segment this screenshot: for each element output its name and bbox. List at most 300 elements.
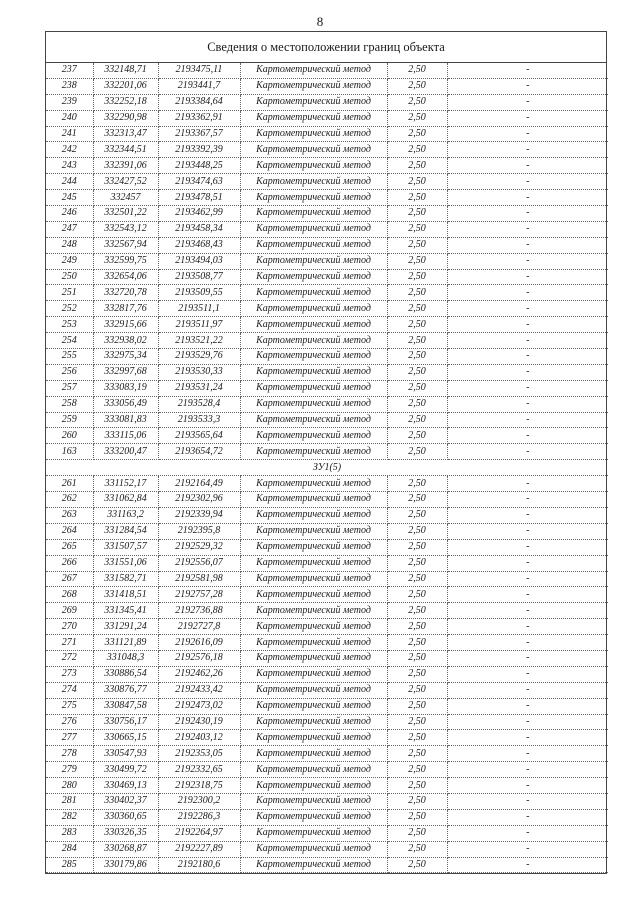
description-cell: - xyxy=(447,778,608,794)
table-title: Сведения о местоположении границ объекта xyxy=(46,32,606,63)
accuracy-cell: 2,50 xyxy=(387,206,447,222)
accuracy-cell: 2,50 xyxy=(387,778,447,794)
method-cell: Картометрический метод xyxy=(240,619,387,635)
method-cell: Картометрический метод xyxy=(240,269,387,285)
x-coordinate-cell: 331062,84 xyxy=(93,492,158,508)
table-row xyxy=(46,333,608,349)
description-cell: - xyxy=(447,221,608,237)
table-row xyxy=(46,349,608,365)
table-row xyxy=(46,94,608,110)
method-cell: Картометрический метод xyxy=(240,237,387,253)
description-cell: - xyxy=(447,476,608,492)
y-coordinate-cell: 2192576,18 xyxy=(158,650,240,666)
method-cell: Картометрический метод xyxy=(240,587,387,603)
x-coordinate-cell: 332391,06 xyxy=(93,158,158,174)
description-cell: - xyxy=(447,793,608,809)
x-coordinate-cell: 332599,75 xyxy=(93,253,158,269)
point-number-cell: 247 xyxy=(46,221,93,237)
point-number-cell: 246 xyxy=(46,206,93,222)
description-cell: - xyxy=(447,603,608,619)
method-cell: Картометрический метод xyxy=(240,492,387,508)
point-number-cell: 254 xyxy=(46,333,93,349)
accuracy-cell: 2,50 xyxy=(387,396,447,412)
description-cell: - xyxy=(447,523,608,539)
table-row xyxy=(46,809,608,825)
table-body-part-1 xyxy=(46,63,608,460)
accuracy-cell: 2,50 xyxy=(387,841,447,857)
description-cell: - xyxy=(447,539,608,555)
x-coordinate-cell: 332501,22 xyxy=(93,206,158,222)
table-row xyxy=(46,698,608,714)
y-coordinate-cell: 2192300,2 xyxy=(158,793,240,809)
table-row xyxy=(46,444,608,460)
x-coordinate-cell: 332997,68 xyxy=(93,364,158,380)
point-number-cell: 265 xyxy=(46,539,93,555)
table-row xyxy=(46,285,608,301)
point-number-cell: 278 xyxy=(46,746,93,762)
point-number-cell: 281 xyxy=(46,793,93,809)
x-coordinate-cell: 331152,17 xyxy=(93,476,158,492)
x-coordinate-cell: 330665,15 xyxy=(93,730,158,746)
y-coordinate-cell: 2192473,02 xyxy=(158,698,240,714)
y-coordinate-cell: 2192736,88 xyxy=(158,603,240,619)
table-row xyxy=(46,793,608,809)
y-coordinate-cell: 2192227,89 xyxy=(158,841,240,857)
table-row xyxy=(46,142,608,158)
point-number-cell: 239 xyxy=(46,94,93,110)
x-coordinate-cell: 332457 xyxy=(93,190,158,206)
method-cell: Картометрический метод xyxy=(240,603,387,619)
y-coordinate-cell: 2192395,8 xyxy=(158,523,240,539)
description-cell: - xyxy=(447,825,608,841)
method-cell: Картометрический метод xyxy=(240,396,387,412)
point-number-cell: 280 xyxy=(46,778,93,794)
y-coordinate-cell: 2193362,91 xyxy=(158,110,240,126)
table-row xyxy=(46,539,608,555)
y-coordinate-cell: 2192430,19 xyxy=(158,714,240,730)
description-cell: - xyxy=(447,635,608,651)
point-number-cell: 266 xyxy=(46,555,93,571)
description-cell: - xyxy=(447,730,608,746)
method-cell: Картометрический метод xyxy=(240,285,387,301)
method-cell: Картометрический метод xyxy=(240,555,387,571)
y-coordinate-cell: 2193521,22 xyxy=(158,333,240,349)
description-cell: - xyxy=(447,762,608,778)
x-coordinate-cell: 332427,52 xyxy=(93,174,158,190)
method-cell: Картометрический метод xyxy=(240,730,387,746)
point-number-cell: 245 xyxy=(46,190,93,206)
description-cell: - xyxy=(447,301,608,317)
table-row xyxy=(46,364,608,380)
table-row xyxy=(46,778,608,794)
table-row xyxy=(46,650,608,666)
x-coordinate-cell: 332543,12 xyxy=(93,221,158,237)
table-row xyxy=(46,317,608,333)
y-coordinate-cell: 2193494,03 xyxy=(158,253,240,269)
y-coordinate-cell: 2193530,33 xyxy=(158,364,240,380)
table-row xyxy=(46,492,608,508)
description-cell: - xyxy=(447,571,608,587)
method-cell: Картометрический метод xyxy=(240,635,387,651)
table-row xyxy=(46,253,608,269)
table-row xyxy=(46,619,608,635)
accuracy-cell: 2,50 xyxy=(387,63,447,78)
accuracy-cell: 2,50 xyxy=(387,476,447,492)
method-cell: Картометрический метод xyxy=(240,444,387,460)
y-coordinate-cell: 2193474,63 xyxy=(158,174,240,190)
table-row xyxy=(46,126,608,142)
accuracy-cell: 2,50 xyxy=(387,730,447,746)
x-coordinate-cell: 332148,71 xyxy=(93,63,158,78)
y-coordinate-cell: 2192529,32 xyxy=(158,539,240,555)
x-coordinate-cell: 332975,34 xyxy=(93,349,158,365)
description-cell: - xyxy=(447,444,608,460)
description-cell: - xyxy=(447,333,608,349)
accuracy-cell: 2,50 xyxy=(387,682,447,698)
point-number-cell: 271 xyxy=(46,635,93,651)
x-coordinate-cell: 333083,19 xyxy=(93,380,158,396)
point-number-cell: 256 xyxy=(46,364,93,380)
method-cell: Картометрический метод xyxy=(240,190,387,206)
table-row xyxy=(46,190,608,206)
y-coordinate-cell: 2192339,94 xyxy=(158,507,240,523)
method-cell: Картометрический метод xyxy=(240,476,387,492)
accuracy-cell: 2,50 xyxy=(387,221,447,237)
method-cell: Картометрический метод xyxy=(240,666,387,682)
description-cell: - xyxy=(447,396,608,412)
description-cell: - xyxy=(447,63,608,78)
accuracy-cell: 2,50 xyxy=(387,126,447,142)
table-row xyxy=(46,714,608,730)
accuracy-cell: 2,50 xyxy=(387,142,447,158)
table-row xyxy=(46,269,608,285)
point-number-cell: 273 xyxy=(46,666,93,682)
method-cell: Картометрический метод xyxy=(240,539,387,555)
x-coordinate-cell: 331582,71 xyxy=(93,571,158,587)
x-coordinate-cell: 332915,66 xyxy=(93,317,158,333)
method-cell: Картометрический метод xyxy=(240,698,387,714)
x-coordinate-cell: 332654,06 xyxy=(93,269,158,285)
method-cell: Картометрический метод xyxy=(240,825,387,841)
accuracy-cell: 2,50 xyxy=(387,507,447,523)
point-number-cell: 248 xyxy=(46,237,93,253)
x-coordinate-cell: 332313,47 xyxy=(93,126,158,142)
x-coordinate-cell: 330360,65 xyxy=(93,809,158,825)
description-cell: - xyxy=(447,857,608,873)
description-cell: - xyxy=(447,285,608,301)
method-cell: Картометрический метод xyxy=(240,650,387,666)
table-row xyxy=(46,841,608,857)
method-cell: Картометрический метод xyxy=(240,793,387,809)
point-number-cell: 260 xyxy=(46,428,93,444)
method-cell: Картометрический метод xyxy=(240,317,387,333)
description-cell: - xyxy=(447,253,608,269)
method-cell: Картометрический метод xyxy=(240,571,387,587)
method-cell: Картометрический метод xyxy=(240,142,387,158)
table-row xyxy=(46,635,608,651)
accuracy-cell: 2,50 xyxy=(387,793,447,809)
point-number-cell: 283 xyxy=(46,825,93,841)
description-cell: - xyxy=(447,126,608,142)
point-number-cell: 241 xyxy=(46,126,93,142)
accuracy-cell: 2,50 xyxy=(387,619,447,635)
accuracy-cell: 2,50 xyxy=(387,110,447,126)
table-row xyxy=(46,857,608,873)
page-number: 8 xyxy=(316,14,324,29)
x-coordinate-cell: 332290,98 xyxy=(93,110,158,126)
x-coordinate-cell: 330499,72 xyxy=(93,762,158,778)
point-number-cell: 275 xyxy=(46,698,93,714)
description-cell: - xyxy=(447,841,608,857)
y-coordinate-cell: 2193565,64 xyxy=(158,428,240,444)
table-row xyxy=(46,571,608,587)
description-cell: - xyxy=(447,412,608,428)
y-coordinate-cell: 2193511,97 xyxy=(158,317,240,333)
method-cell: Картометрический метод xyxy=(240,428,387,444)
y-coordinate-cell: 2192616,09 xyxy=(158,635,240,651)
description-cell: - xyxy=(447,746,608,762)
y-coordinate-cell: 2192318,75 xyxy=(158,778,240,794)
table-row xyxy=(46,523,608,539)
x-coordinate-cell: 330179,86 xyxy=(93,857,158,873)
accuracy-cell: 2,50 xyxy=(387,825,447,841)
point-number-cell: 257 xyxy=(46,380,93,396)
method-cell: Картометрический метод xyxy=(240,762,387,778)
y-coordinate-cell: 2193478,51 xyxy=(158,190,240,206)
x-coordinate-cell: 332252,18 xyxy=(93,94,158,110)
y-coordinate-cell: 2193533,3 xyxy=(158,412,240,428)
point-number-cell: 285 xyxy=(46,857,93,873)
y-coordinate-cell: 2193441,7 xyxy=(158,78,240,94)
table-row xyxy=(46,730,608,746)
y-coordinate-cell: 2192353,05 xyxy=(158,746,240,762)
y-coordinate-cell: 2193458,34 xyxy=(158,221,240,237)
x-coordinate-cell: 330876,77 xyxy=(93,682,158,698)
method-cell: Картометрический метод xyxy=(240,364,387,380)
y-coordinate-cell: 2193509,55 xyxy=(158,285,240,301)
y-coordinate-cell: 2193468,43 xyxy=(158,237,240,253)
x-coordinate-cell: 332344,51 xyxy=(93,142,158,158)
method-cell: Картометрический метод xyxy=(240,301,387,317)
x-coordinate-cell: 331345,41 xyxy=(93,603,158,619)
point-number-cell: 261 xyxy=(46,476,93,492)
accuracy-cell: 2,50 xyxy=(387,523,447,539)
table-row xyxy=(46,380,608,396)
x-coordinate-cell: 331507,57 xyxy=(93,539,158,555)
point-number-cell: 243 xyxy=(46,158,93,174)
y-coordinate-cell: 2193448,25 xyxy=(158,158,240,174)
accuracy-cell: 2,50 xyxy=(387,317,447,333)
y-coordinate-cell: 2193475,11 xyxy=(158,63,240,78)
x-coordinate-cell: 331048,3 xyxy=(93,650,158,666)
y-coordinate-cell: 2192433,42 xyxy=(158,682,240,698)
point-number-cell: 264 xyxy=(46,523,93,539)
description-cell: - xyxy=(447,666,608,682)
y-coordinate-cell: 2192727,8 xyxy=(158,619,240,635)
accuracy-cell: 2,50 xyxy=(387,603,447,619)
method-cell: Картометрический метод xyxy=(240,809,387,825)
x-coordinate-cell: 333056,49 xyxy=(93,396,158,412)
table-row xyxy=(46,682,608,698)
point-number-cell: 268 xyxy=(46,587,93,603)
point-number-cell: 251 xyxy=(46,285,93,301)
x-coordinate-cell: 330469,13 xyxy=(93,778,158,794)
x-coordinate-cell: 333115,06 xyxy=(93,428,158,444)
description-cell: - xyxy=(447,158,608,174)
table-row xyxy=(46,206,608,222)
table-row xyxy=(46,221,608,237)
x-coordinate-cell: 330326,35 xyxy=(93,825,158,841)
description-cell: - xyxy=(447,428,608,444)
accuracy-cell: 2,50 xyxy=(387,555,447,571)
section-row-group xyxy=(46,460,608,476)
y-coordinate-cell: 2192757,28 xyxy=(158,587,240,603)
accuracy-cell: 2,50 xyxy=(387,158,447,174)
accuracy-cell: 2,50 xyxy=(387,269,447,285)
accuracy-cell: 2,50 xyxy=(387,78,447,94)
section-row xyxy=(46,460,608,476)
boundary-table-container xyxy=(45,31,607,874)
accuracy-cell: 2,50 xyxy=(387,285,447,301)
accuracy-cell: 2,50 xyxy=(387,762,447,778)
accuracy-cell: 2,50 xyxy=(387,857,447,873)
description-cell: - xyxy=(447,380,608,396)
table-row xyxy=(46,666,608,682)
y-coordinate-cell: 2192462,26 xyxy=(158,666,240,682)
point-number-cell: 263 xyxy=(46,507,93,523)
x-coordinate-cell: 330268,87 xyxy=(93,841,158,857)
table-row xyxy=(46,158,608,174)
accuracy-cell: 2,50 xyxy=(387,94,447,110)
table-row xyxy=(46,301,608,317)
table-row xyxy=(46,587,608,603)
x-coordinate-cell: 330402,37 xyxy=(93,793,158,809)
y-coordinate-cell: 2193462,99 xyxy=(158,206,240,222)
method-cell: Картометрический метод xyxy=(240,778,387,794)
method-cell: Картометрический метод xyxy=(240,714,387,730)
point-number-cell: 250 xyxy=(46,269,93,285)
x-coordinate-cell: 332201,06 xyxy=(93,78,158,94)
method-cell: Картометрический метод xyxy=(240,221,387,237)
y-coordinate-cell: 2193531,24 xyxy=(158,380,240,396)
method-cell: Картометрический метод xyxy=(240,682,387,698)
accuracy-cell: 2,50 xyxy=(387,237,447,253)
accuracy-cell: 2,50 xyxy=(387,428,447,444)
point-number-cell: 272 xyxy=(46,650,93,666)
accuracy-cell: 2,50 xyxy=(387,539,447,555)
y-coordinate-cell: 2193528,4 xyxy=(158,396,240,412)
accuracy-cell: 2,50 xyxy=(387,333,447,349)
y-coordinate-cell: 2192581,98 xyxy=(158,571,240,587)
description-cell: - xyxy=(447,809,608,825)
y-coordinate-cell: 2192180,6 xyxy=(158,857,240,873)
method-cell: Картометрический метод xyxy=(240,380,387,396)
point-number-cell: 252 xyxy=(46,301,93,317)
description-cell: - xyxy=(447,507,608,523)
table-row xyxy=(46,412,608,428)
description-cell: - xyxy=(447,78,608,94)
accuracy-cell: 2,50 xyxy=(387,650,447,666)
description-cell: - xyxy=(447,714,608,730)
y-coordinate-cell: 2192264,97 xyxy=(158,825,240,841)
table-row xyxy=(46,746,608,762)
x-coordinate-cell: 331121,89 xyxy=(93,635,158,651)
x-coordinate-cell: 331551,06 xyxy=(93,555,158,571)
method-cell: Картометрический метод xyxy=(240,158,387,174)
method-cell: Картометрический метод xyxy=(240,507,387,523)
point-number-cell: 284 xyxy=(46,841,93,857)
point-number-cell: 277 xyxy=(46,730,93,746)
x-coordinate-cell: 330756,17 xyxy=(93,714,158,730)
table-row xyxy=(46,174,608,190)
accuracy-cell: 2,50 xyxy=(387,364,447,380)
table-row xyxy=(46,237,608,253)
description-cell: - xyxy=(447,492,608,508)
accuracy-cell: 2,50 xyxy=(387,380,447,396)
y-coordinate-cell: 2193384,64 xyxy=(158,94,240,110)
description-cell: - xyxy=(447,650,608,666)
y-coordinate-cell: 2192164,49 xyxy=(158,476,240,492)
accuracy-cell: 2,50 xyxy=(387,301,447,317)
method-cell: Картометрический метод xyxy=(240,63,387,78)
description-cell: - xyxy=(447,619,608,635)
method-cell: Картометрический метод xyxy=(240,333,387,349)
description-cell: - xyxy=(447,682,608,698)
description-cell: - xyxy=(447,174,608,190)
method-cell: Картометрический метод xyxy=(240,94,387,110)
point-number-cell: 267 xyxy=(46,571,93,587)
accuracy-cell: 2,50 xyxy=(387,587,447,603)
x-coordinate-cell: 332938,02 xyxy=(93,333,158,349)
y-coordinate-cell: 2192403,12 xyxy=(158,730,240,746)
method-cell: Картометрический метод xyxy=(240,412,387,428)
accuracy-cell: 2,50 xyxy=(387,174,447,190)
point-number-cell: 249 xyxy=(46,253,93,269)
accuracy-cell: 2,50 xyxy=(387,635,447,651)
description-cell: - xyxy=(447,237,608,253)
y-coordinate-cell: 2192286,3 xyxy=(158,809,240,825)
x-coordinate-cell: 331291,24 xyxy=(93,619,158,635)
x-coordinate-cell: 331418,51 xyxy=(93,587,158,603)
y-coordinate-cell: 2193529,76 xyxy=(158,349,240,365)
accuracy-cell: 2,50 xyxy=(387,253,447,269)
section-label: ЗУ1(5) xyxy=(46,460,608,476)
accuracy-cell: 2,50 xyxy=(387,698,447,714)
point-number-cell: 279 xyxy=(46,762,93,778)
point-number-cell: 240 xyxy=(46,110,93,126)
x-coordinate-cell: 331284,54 xyxy=(93,523,158,539)
point-number-cell: 255 xyxy=(46,349,93,365)
table-row xyxy=(46,762,608,778)
point-number-cell: 238 xyxy=(46,78,93,94)
accuracy-cell: 2,50 xyxy=(387,714,447,730)
x-coordinate-cell: 331163,2 xyxy=(93,507,158,523)
description-cell: - xyxy=(447,698,608,714)
x-coordinate-cell: 330547,93 xyxy=(93,746,158,762)
accuracy-cell: 2,50 xyxy=(387,412,447,428)
description-cell: - xyxy=(447,190,608,206)
x-coordinate-cell: 332567,94 xyxy=(93,237,158,253)
point-number-cell: 276 xyxy=(46,714,93,730)
x-coordinate-cell: 333081,83 xyxy=(93,412,158,428)
x-coordinate-cell: 330847,58 xyxy=(93,698,158,714)
point-number-cell: 282 xyxy=(46,809,93,825)
description-cell: - xyxy=(447,206,608,222)
y-coordinate-cell: 2193367,57 xyxy=(158,126,240,142)
table-row xyxy=(46,603,608,619)
table-row xyxy=(46,825,608,841)
point-number-cell: 163 xyxy=(46,444,93,460)
